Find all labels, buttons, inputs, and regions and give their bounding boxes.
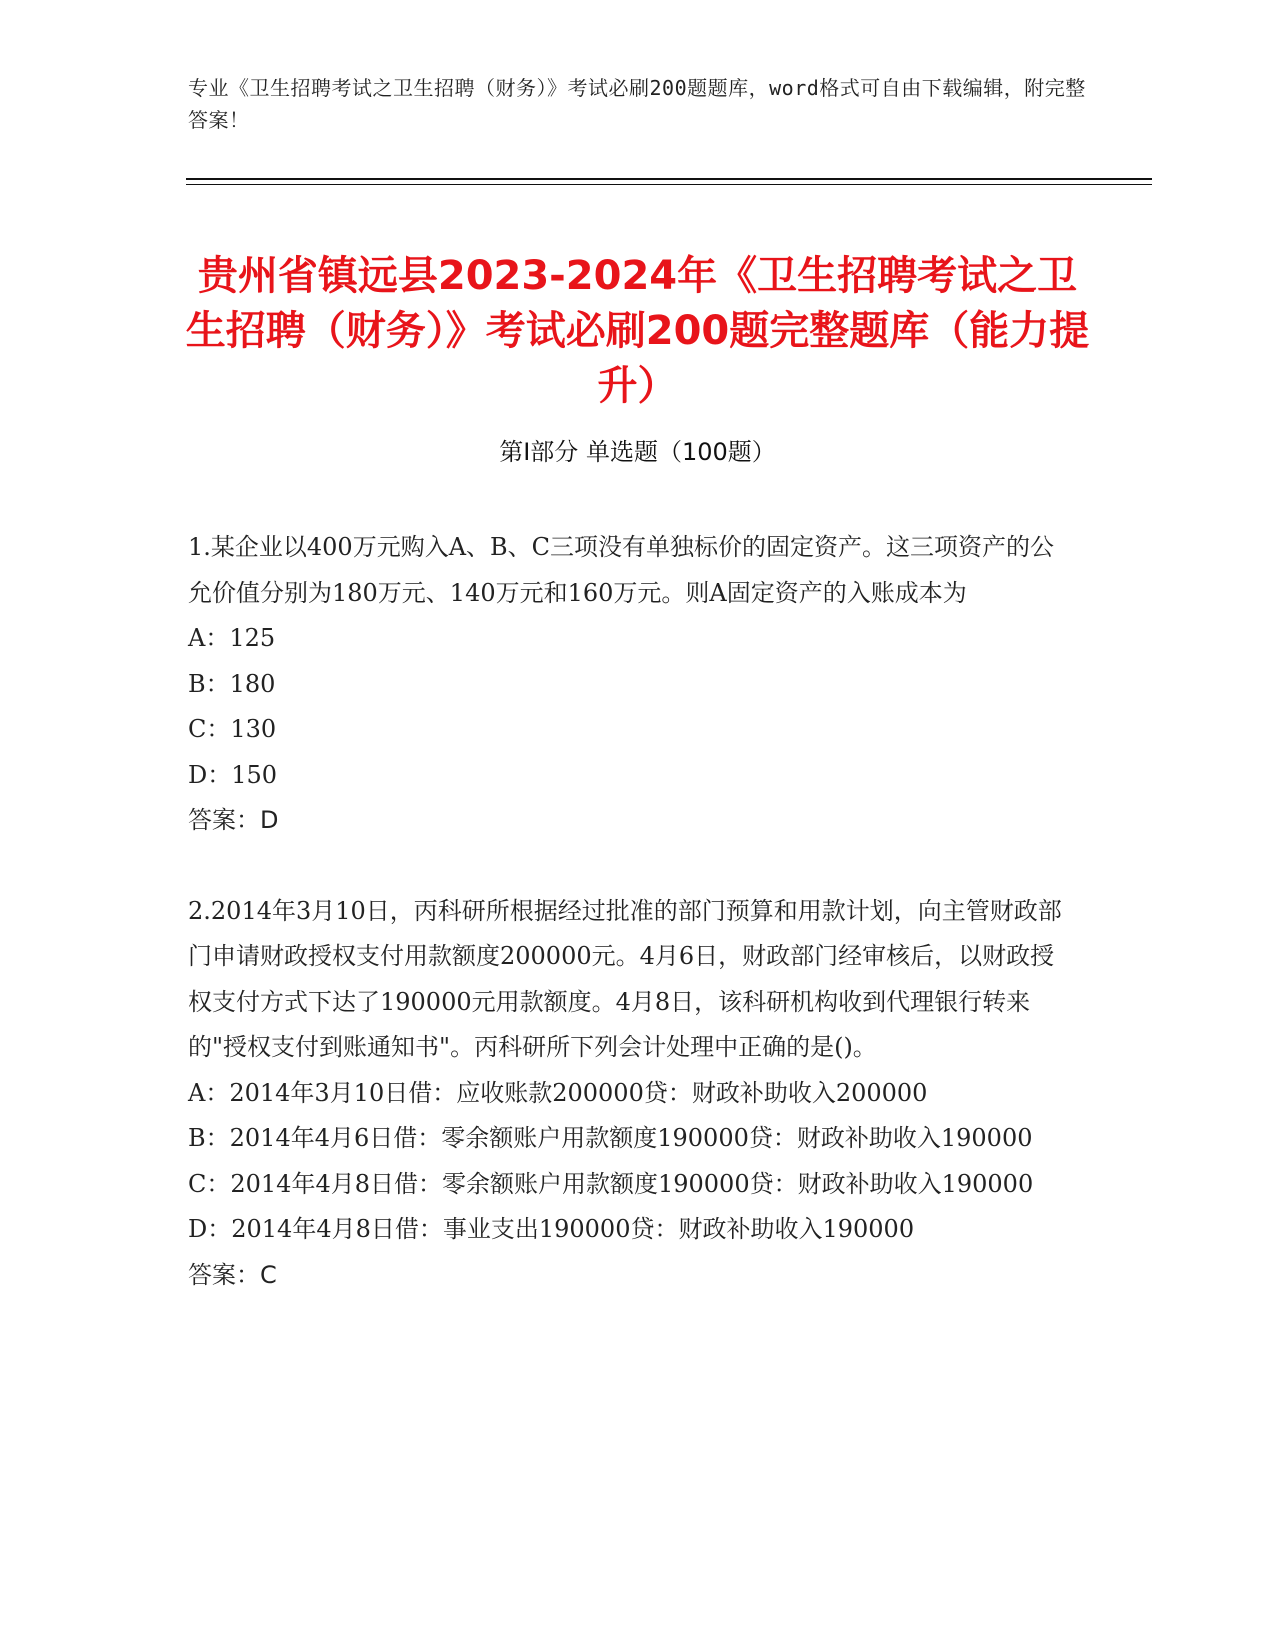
answer-line: 答案：D: [188, 806, 279, 834]
header-divider-thick: [186, 178, 1152, 180]
question-1: [188, 525, 1078, 844]
question-2: [188, 889, 1078, 1299]
question-stem: 2.2014年3月10日，丙科研所根据经过批准的部门预算和用款计划，向主管财政部门申请财政授权支付用款额度200000元。4月6日，财政部门经审核后，以财政授权支付方式下达了190000元用款额度。4月8日，该科研机构收到代理银行转来的"授权支付到账通知书"。丙科研所下列会计处理中正确的是()。: [188, 896, 1062, 1061]
option-c: C：130: [188, 715, 277, 743]
option-a: A：125: [188, 624, 276, 652]
option-c: C：2014年4月8日借：零余额账户用款额度190000贷：财政补助收入190000: [188, 1169, 1034, 1198]
document-title: 贵州省镇远县2023-2024年《卫生招聘考试之卫生招聘（财务）》考试必刷200题完整题库（能力提升）: [185, 252, 1090, 409]
header-note: 专业《卫生招聘考试之卫生招聘（财务）》考试必刷200题题库，word格式可自由下载编辑，附完整答案！: [188, 76, 1086, 132]
question-stem: 1.某企业以400万元购入A、B、C三项没有单独标价的固定资产。这三项资产的公允价值分别为180万元、140万元和160万元。则A固定资产的入账成本为: [188, 533, 1055, 607]
option-b: B：180: [188, 669, 276, 698]
option-a: A：2014年3月10日借：应收账款200000贷：财政补助收入200000: [188, 1078, 928, 1107]
option-d: D：150: [188, 760, 278, 789]
header-divider-thin: [186, 184, 1152, 185]
question-list: [188, 525, 1078, 1298]
option-b: B：2014年4月6日借：零余额账户用款额度190000贷：财政补助收入190000: [188, 1124, 1033, 1152]
option-d: D：2014年4月8日借：事业支出190000贷：财政补助收入190000: [188, 1215, 915, 1243]
answer-line: 答案：C: [188, 1260, 277, 1289]
section-title: 第Ⅰ部分 单选题（100题）: [499, 438, 776, 466]
